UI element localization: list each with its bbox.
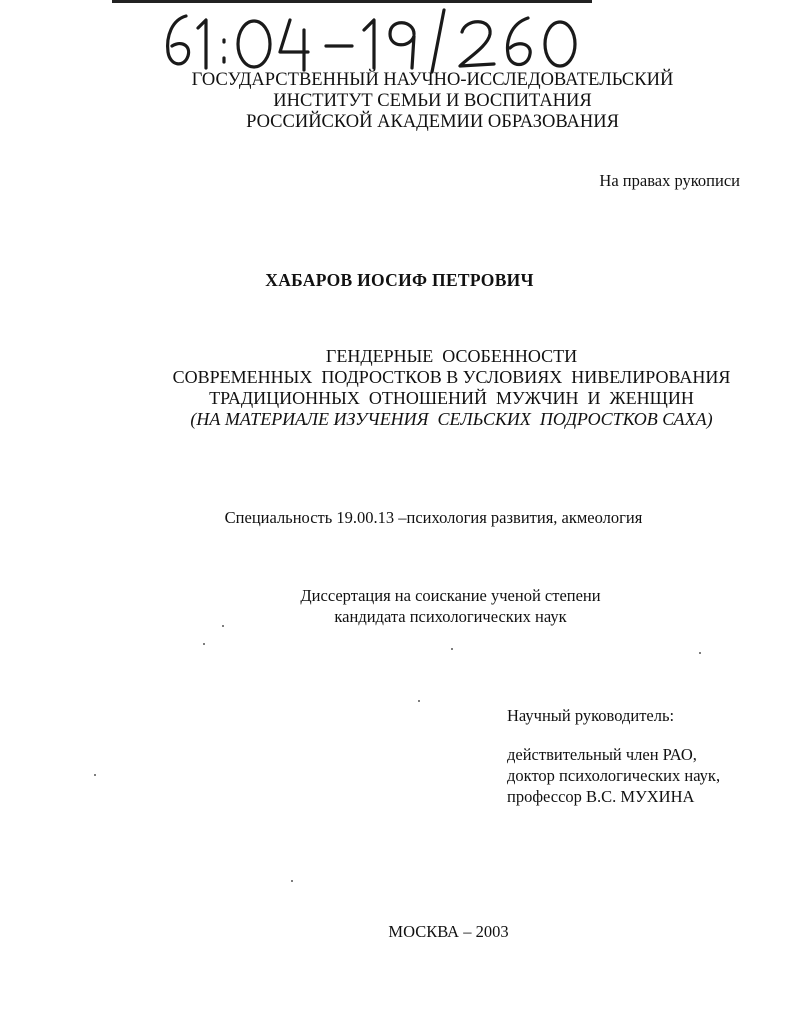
supervisor-details	[507, 744, 720, 807]
title-line: ТРАДИЦИОННЫХ ОТНОШЕНИЙ МУЖЧИН И ЖЕНЩИН	[209, 388, 694, 408]
handwritten-number-drawing	[158, 6, 588, 74]
supervisor-line: действительный член РАО,	[507, 745, 697, 764]
institution-line: ИНСТИТУТ СЕМЬИ И ВОСПИТАНИЯ	[273, 91, 592, 111]
supervisor-line: доктор психологических наук,	[507, 766, 721, 785]
scan-speck	[451, 648, 453, 650]
institution-name	[33, 70, 799, 133]
scan-speck	[418, 700, 420, 702]
handwritten-archive-number	[158, 6, 588, 74]
title-line: СОВРЕМЕННЫХ ПОДРОСТКОВ В УСЛОВИЯХ НИВЕЛИРОВАНИЯ	[172, 367, 731, 387]
scan-speck	[699, 652, 701, 654]
scan-speck	[94, 774, 96, 776]
rights-note: На правах рукописи	[599, 171, 740, 190]
degree-statement	[51, 585, 799, 627]
dissertation-title	[52, 346, 799, 430]
scan-speck	[291, 880, 293, 882]
scan-speck	[222, 625, 224, 627]
institution-line: ГОСУДАРСТВЕННЫЙ НАУЧНО-ИССЛЕДОВАТЕЛЬСКИЙ	[191, 70, 674, 90]
degree-line: Диссертация на соискание ученой степени	[300, 586, 601, 605]
institution-line: РОССИЙСКОЙ АКАДЕМИИ ОБРАЗОВАНИЯ	[246, 112, 619, 132]
specialty: Специальность 19.00.13 –психология развития, акмеология	[224, 508, 643, 527]
scan-speck	[203, 643, 205, 645]
author-name: ХАБАРОВ ИОСИФ ПЕТРОВИЧ	[265, 270, 534, 290]
supervisor-line: профессор В.С. МУХИНА	[507, 787, 695, 806]
title-line: ГЕНДЕРНЫЕ ОСОБЕННОСТИ	[325, 346, 578, 366]
city-year: МОСКВА – 2003	[388, 922, 509, 941]
title-subtitle: (НА МАТЕРИАЛЕ ИЗУЧЕНИЯ СЕЛЬСКИХ ПОДРОСТКОВ САХА)	[190, 409, 713, 429]
top-border-line	[112, 0, 592, 3]
degree-line: кандидата психологических наук	[334, 607, 567, 626]
supervisor-label: Научный руководитель:	[507, 706, 675, 725]
